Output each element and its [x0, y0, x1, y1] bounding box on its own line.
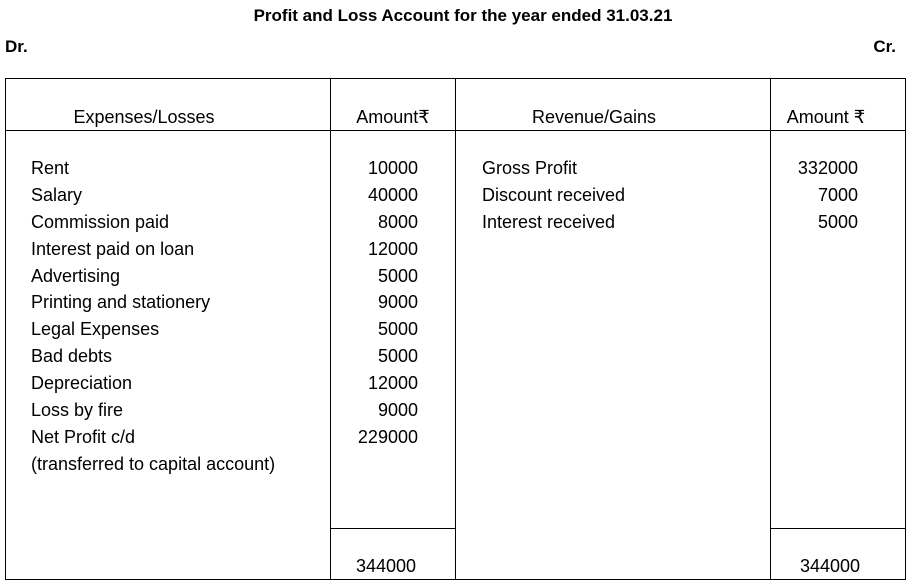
expense-amount: 229000 — [357, 426, 418, 447]
expense-label: Loss by fire — [31, 400, 124, 421]
header-separator — [6, 130, 905, 131]
column-divider — [455, 79, 456, 579]
expense-amount: 8000 — [377, 211, 418, 232]
expense-label: Printing and stationery — [31, 292, 211, 313]
revenue-amount: 332000 — [797, 158, 858, 178]
revenue-label-list — [482, 157, 767, 238]
credit-total: 344000 — [799, 556, 861, 576]
expense-amount: 9000 — [377, 400, 418, 421]
expense-amount: 5000 — [377, 346, 418, 367]
revenue-amount: 5000 — [817, 211, 858, 232]
revenue-label: Interest received — [482, 211, 616, 232]
expense-amount: 5000 — [377, 265, 418, 286]
column-divider — [770, 79, 771, 579]
expense-amount: 5000 — [377, 319, 418, 340]
debit-total: 344000 — [355, 556, 417, 576]
debit-side-label: Dr. — [5, 37, 28, 56]
header-amount-credit: Amount ₹ — [786, 107, 866, 127]
revenue-label: Discount received — [482, 184, 626, 205]
expense-label: Net Profit c/d — [31, 426, 136, 447]
expense-label: Depreciation — [31, 373, 133, 394]
credit-total-separator — [770, 528, 906, 529]
net-profit-note: (transferred to capital account) — [31, 454, 276, 474]
column-divider — [330, 79, 331, 579]
expense-label: Commission paid — [31, 211, 170, 232]
expense-label: Bad debts — [31, 346, 113, 367]
header-amount-debit: Amount₹ — [356, 107, 430, 127]
expense-amount: 10000 — [367, 158, 418, 178]
header-revenue: Revenue/Gains — [531, 107, 657, 127]
expense-amount: 12000 — [367, 373, 418, 394]
expense-amount: 9000 — [377, 292, 418, 313]
revenue-amount: 7000 — [817, 184, 858, 205]
revenue-amount-list — [776, 157, 858, 238]
statement-title: Profit and Loss Account for the year ended 31.03.21 — [253, 6, 673, 25]
header-expenses: Expenses/Losses — [73, 107, 215, 127]
expense-label: Salary — [31, 184, 83, 205]
expense-amount-list — [336, 157, 418, 453]
revenue-label: Gross Profit — [482, 158, 578, 178]
expense-label: Rent — [31, 158, 70, 178]
debit-total-separator — [330, 528, 455, 529]
credit-side-label: Cr. — [873, 37, 896, 56]
expense-label: Advertising — [31, 265, 121, 286]
expense-amount: 12000 — [367, 238, 418, 259]
expense-label: Legal Expenses — [31, 319, 160, 340]
expense-amount: 40000 — [367, 184, 418, 205]
expense-label-list — [31, 157, 326, 453]
profit-and-loss-table — [5, 78, 906, 580]
expense-label: Interest paid on loan — [31, 238, 195, 259]
